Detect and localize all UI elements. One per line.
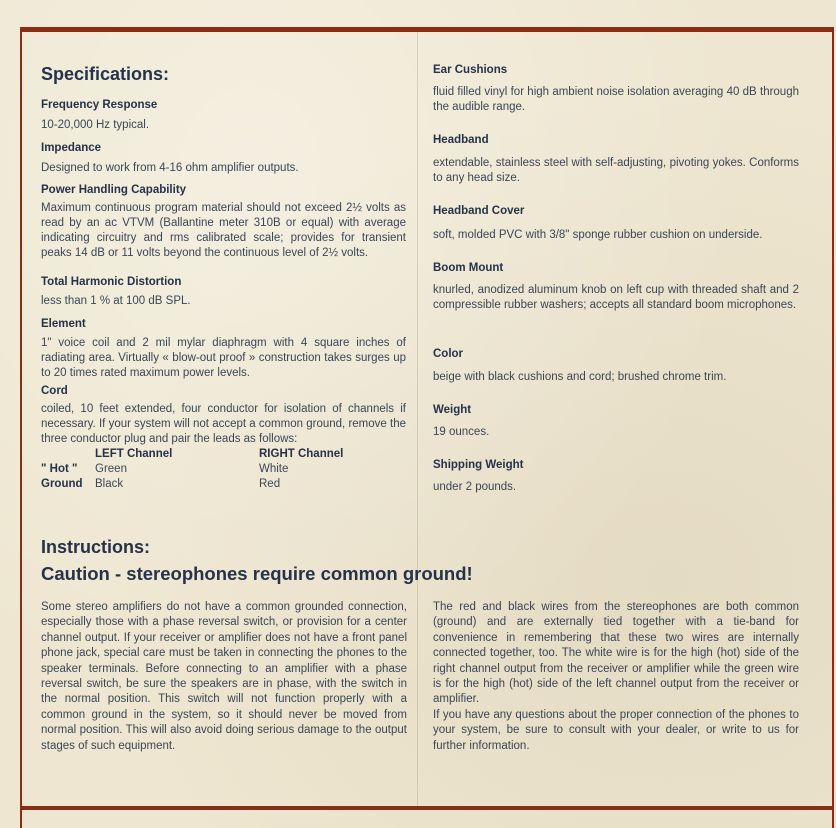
weight-label: Weight (433, 404, 472, 416)
row-label: " Hot " (41, 463, 78, 475)
ear-cushions-text: fluid filled vinyl for high ambient noise isolation averaging 40 dB through the audible range. (433, 86, 799, 113)
left-channel-value: Green (95, 463, 127, 475)
cord-wiring-table (41, 448, 343, 493)
weight-text: 19 ounces. (433, 426, 490, 438)
left-channel-header: LEFT Channel (95, 448, 173, 460)
instructions-right-paragraph-1: The red and black wires from the stereophones are both common (ground) and are externally tied together with a tie-band for convenience in remembering that these two wires are internally connected together, too. The white wire is for the high (hot) side of the right channel output from the receiver or amplifier while the green wire is for the high (hot) side of the left channel output from the receiver or amplifier. (433, 601, 799, 706)
table-cell (41, 448, 95, 463)
bottom-rule (22, 806, 834, 810)
impedance-text: Designed to work from 4-16 ohm amplifier outputs. (41, 162, 299, 174)
frequency-response-label: Frequency Response (41, 99, 158, 111)
right-channel-value: White (259, 463, 289, 475)
headband-label: Headband (433, 134, 489, 146)
frequency-response-text: 10-20,000 Hz typical. (41, 119, 150, 131)
shipping-weight-label: Shipping Weight (433, 459, 524, 471)
cord-text: coiled, 10 feet extended, four conductor for isolation of channels if necessary. If your system will not accept a common ground, remove the three conductor plug and pair the leads as follows: (41, 403, 406, 445)
color-label: Color (433, 348, 464, 360)
power-handling-label: Power Handling Capability (41, 184, 187, 196)
left-edge-rule (20, 27, 22, 828)
left-channel-value: Black (95, 478, 124, 490)
specifications-title: Specifications: (41, 64, 170, 84)
element-label: Element (41, 318, 86, 330)
headband-cover-label: Headband Cover (433, 205, 525, 217)
impedance-label: Impedance (41, 142, 102, 154)
top-rule (22, 27, 834, 32)
shipping-weight-text: under 2 pounds. (433, 481, 517, 493)
right-channel-value: Red (259, 478, 281, 490)
thd-text: less than 1 % at 100 dB SPL. (41, 295, 191, 307)
instructions-right-paragraph-2: If you have any questions about the proper connection of the phones to your system, be sure to consult with your dealer, or write to us for further information. (433, 708, 799, 752)
thd-label: Total Harmonic Distortion (41, 276, 182, 288)
row-label: Ground (41, 478, 83, 490)
color-text: beige with black cushions and cord; brushed chrome trim. (433, 371, 727, 383)
power-handling-text: Maximum continuous program material should not exceed 2½ volts as read by an ac VTVM (Ballantine meter 310B or equal) with average indicating circuitry and rms calibrated scale; provides for transient peaks 14 dB or 11 volts beyond the continuous level of 2½ volts. (41, 202, 406, 259)
instructions-title: Instructions: (41, 537, 151, 557)
instructions-left-text: Some stereo amplifiers do not have a common grounded connection, especially those with a phase reversal switch, or provision for a center channel output. If your receiver or amplifier does not have a front panel phone jack, special care must be taken in connecting the phones to the speaker terminals. Before connecting to an amplifier with a phase reversal switch, be sure the speakers are in phase, with the switch in the normal position. This switch will not function properly with a common ground in the system, so it should never be moved from normal position. This will also avoid doing serious damage to the output stages of such equipment. (41, 601, 407, 752)
headband-text: extendable, stainless steel with self-adjusting, pivoting yokes. Conforms to any head size. (433, 157, 799, 184)
cord-label: Cord (41, 385, 68, 397)
ear-cushions-label: Ear Cushions (433, 64, 508, 76)
right-edge-rule (832, 27, 834, 828)
right-channel-header: RIGHT Channel (259, 448, 344, 460)
page-fold-line (417, 32, 418, 806)
boom-mount-text: knurled, anodized aluminum knob on left cup with threaded shaft and 2 compressible rubber washers; accepts all standard boom microphones. (433, 284, 799, 311)
table-row (41, 478, 343, 493)
table-row (41, 463, 343, 478)
boom-mount-label: Boom Mount (433, 262, 504, 274)
headband-cover-text: soft, molded PVC with 3/8" sponge rubber cushion on underside. (433, 229, 763, 241)
element-text: 1" voice coil and 2 mil mylar diaphragm with 4 square inches of radiating area. Virtually « blow-out proof » construction takes surges up to 20 times rated maximum power levels. (41, 337, 406, 379)
instructions-right-block (433, 600, 799, 754)
caution-heading: Caution - stereophones require common ground! (41, 563, 473, 584)
table-row (41, 448, 343, 463)
